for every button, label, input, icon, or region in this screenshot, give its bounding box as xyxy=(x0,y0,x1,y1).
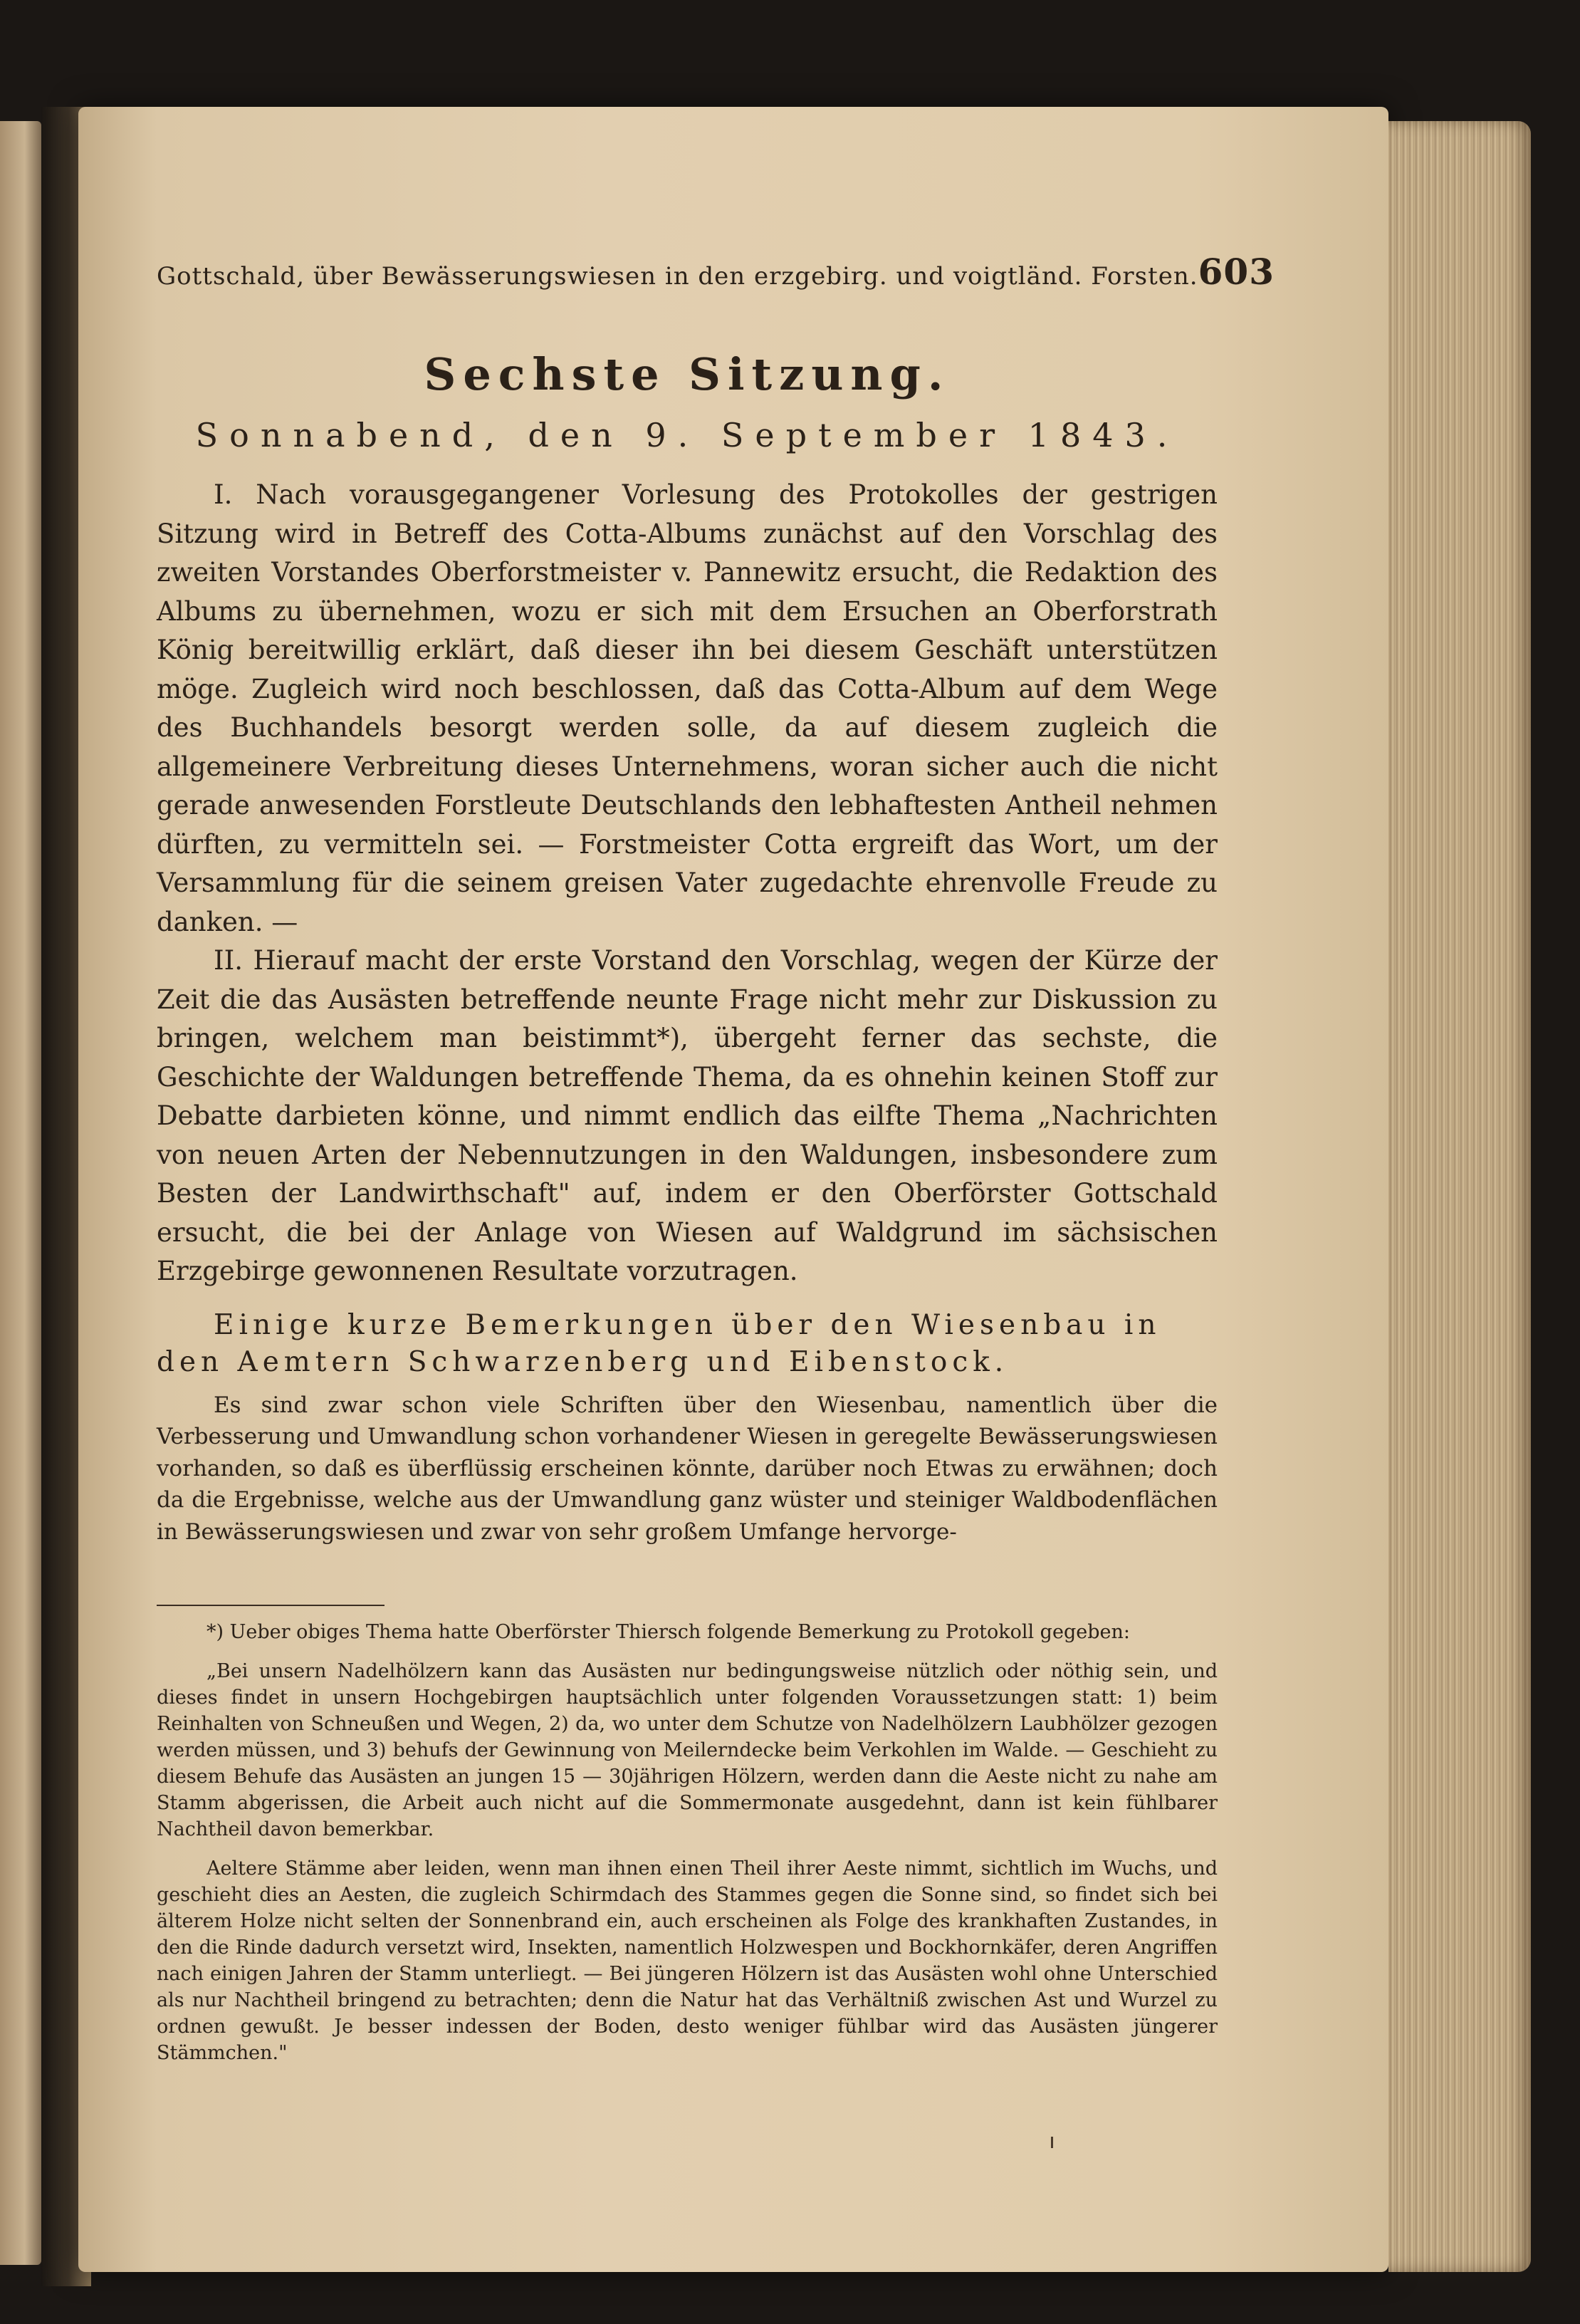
previous-page-edge xyxy=(0,121,41,2265)
page-text-block xyxy=(157,251,1275,2066)
section-paragraph: Es sind zwar schon viele Schriften über den Wiesenbau, namentlich über die Verbesserung und Umwandlung schon vorhandener Wiesen in geregelte Bewässerungswiesen vorhanden, so daß es überflüssig erscheinen könnte, darüber noch Etwas zu erwähnen; doch da die Ergebnisse, welche aus der Umwandlung ganz wüster und steiniger Waldbodenflächen in Bewässerungswiesen und zwar von sehr großem Umfange hervorge- xyxy=(157,1392,1218,1545)
footnote-divider xyxy=(157,1605,384,1606)
page-stack-edge xyxy=(1388,121,1531,2272)
footnote-quote-part-one: „Bei unsern Nadelhölzern kann das Ausästen nur bedingungsweise nützlich oder nöthig sein, und dieses findet in unsern Hochgebirgen hauptsächlich unter folgenden Voraussetzungen statt: 1) beim Reinhalten von Schneußen und Wegen, 2) da, wo unter dem Schutze von Nadelhölzern Laubhölzer gezogen werden müssen, und 3) behufs der Gewinnung von Meilerndecke beim Verkohlen im Walde. — Geschieht zu diesem Behufe das Ausästen an jungen 15 — 30jährigen Hölzern, werden dann die Aeste nicht zu nahe am Stamm abgerissen, die Arbeit auch nicht auf die Sommermonate ausgedehnt, dann ist kein fühlbarer Nachtheil davon bemerkbar. xyxy=(157,1660,1218,1840)
running-title: Gottschald, über Bewässerungswiesen in den erzgebirg. und voigtländ. Forsten. xyxy=(157,262,1198,291)
section-heading: Einige kurze Bemerkungen über den Wiesenbau in den Aemtern Schwarzenberg und Eibenstock. xyxy=(157,1308,1161,1378)
paragraph-one: I. Nach vorausgegangener Vorlesung des Protokolles der gestrigen Sitzung wird in Betreff des Cotta-Albums zunächst auf den Vorschlag des zweiten Vorstandes Oberforstmeister v. Pannewitz ersucht, die Redaktion des Albums zu übernehmen, wozu er sich mit dem Ersuchen an Oberforstrath König bereitwillig erklärt, daß dieser ihn bei diesem Geschäft unterstützen möge. Zugleich wird noch beschlossen, daß das Cotta-Album auf dem Wege des Buchhandels besorgt werden solle, da auf diesem zugleich die allgemeinere Verbreitung dieses Unternehmens, woran sicher auch die nicht gerade anwesenden Forstleute Deutschlands den lebhaftesten Antheil nehmen dürften, zu vermitteln sei. — Forstmeister Cotta ergreift das Wort, um der Versammlung für die seinem greisen Vater zugedachte ehrenvolle Freude zu danken. — xyxy=(157,479,1218,937)
paragraph-two: II. Hierauf macht der erste Vorstand den Vorschlag, wegen der Kürze der Zeit die das Ausästen betreffende neunte Frage nicht mehr zur Diskussion zu bringen, welchem man beistimmt*), übergeht ferner das sechste, die Geschichte der Waldungen betreffende Thema, da es ohnehin keinen Stoff zur Debatte darbieten könne, und nimmt endlich das eilfte Thema „Nachrichten von neuen Arten der Nebennutzungen in den Waldungen, insbesondere zum Besten der Landwirthschaft" auf, indem er den Oberförster Gottschald ersucht, die bei der Anlage von Wiesen auf Waldgrund im sächsischen Erzgebirge gewonnenen Resultate vorzutragen. xyxy=(157,945,1218,1286)
session-title: Sechste Sitzung. xyxy=(424,348,951,400)
session-date: Sonnabend, den 9. September 1843. xyxy=(195,416,1179,454)
footnote-intro: *) Ueber obiges Thema hatte Oberförster Thiersch folgende Bemerkung zu Protokoll gegeben: xyxy=(206,1621,1130,1643)
page-number: 603 xyxy=(1198,251,1275,293)
footnote-quote-part-two: Aeltere Stämme aber leiden, wenn man ihnen einen Theil ihrer Aeste nimmt, sichtlich im Wuchs, und geschieht dies an Aesten, die zugleich Schirmdach des Stammes gegen die Sonne sind, so findet sich bei älterem Holze nicht selten der Sonnenbrand ein, auch erscheinen als Folge des krankhaften Zustandes, in den die Rinde dadurch versetzt wird, Insekten, namentlich Holzwespen und Bockhornkäfer, deren Angriffen nach einigen Jahren der Stamm unterliegt. — Bei jüngeren Hölzern ist das Ausästen wohl ohne Unterschied als nur Nachtheil bringend zu betrachten; denn die Natur hat das Verhältniß zwischen Ast und Wurzel zu ordnen gewußt. Je besser indessen der Boden, desto weniger fühlbar wird das Ausästen jüngerer Stämmchen." xyxy=(157,1857,1218,2064)
running-header xyxy=(157,251,1275,293)
page-mark xyxy=(1051,2137,1053,2148)
